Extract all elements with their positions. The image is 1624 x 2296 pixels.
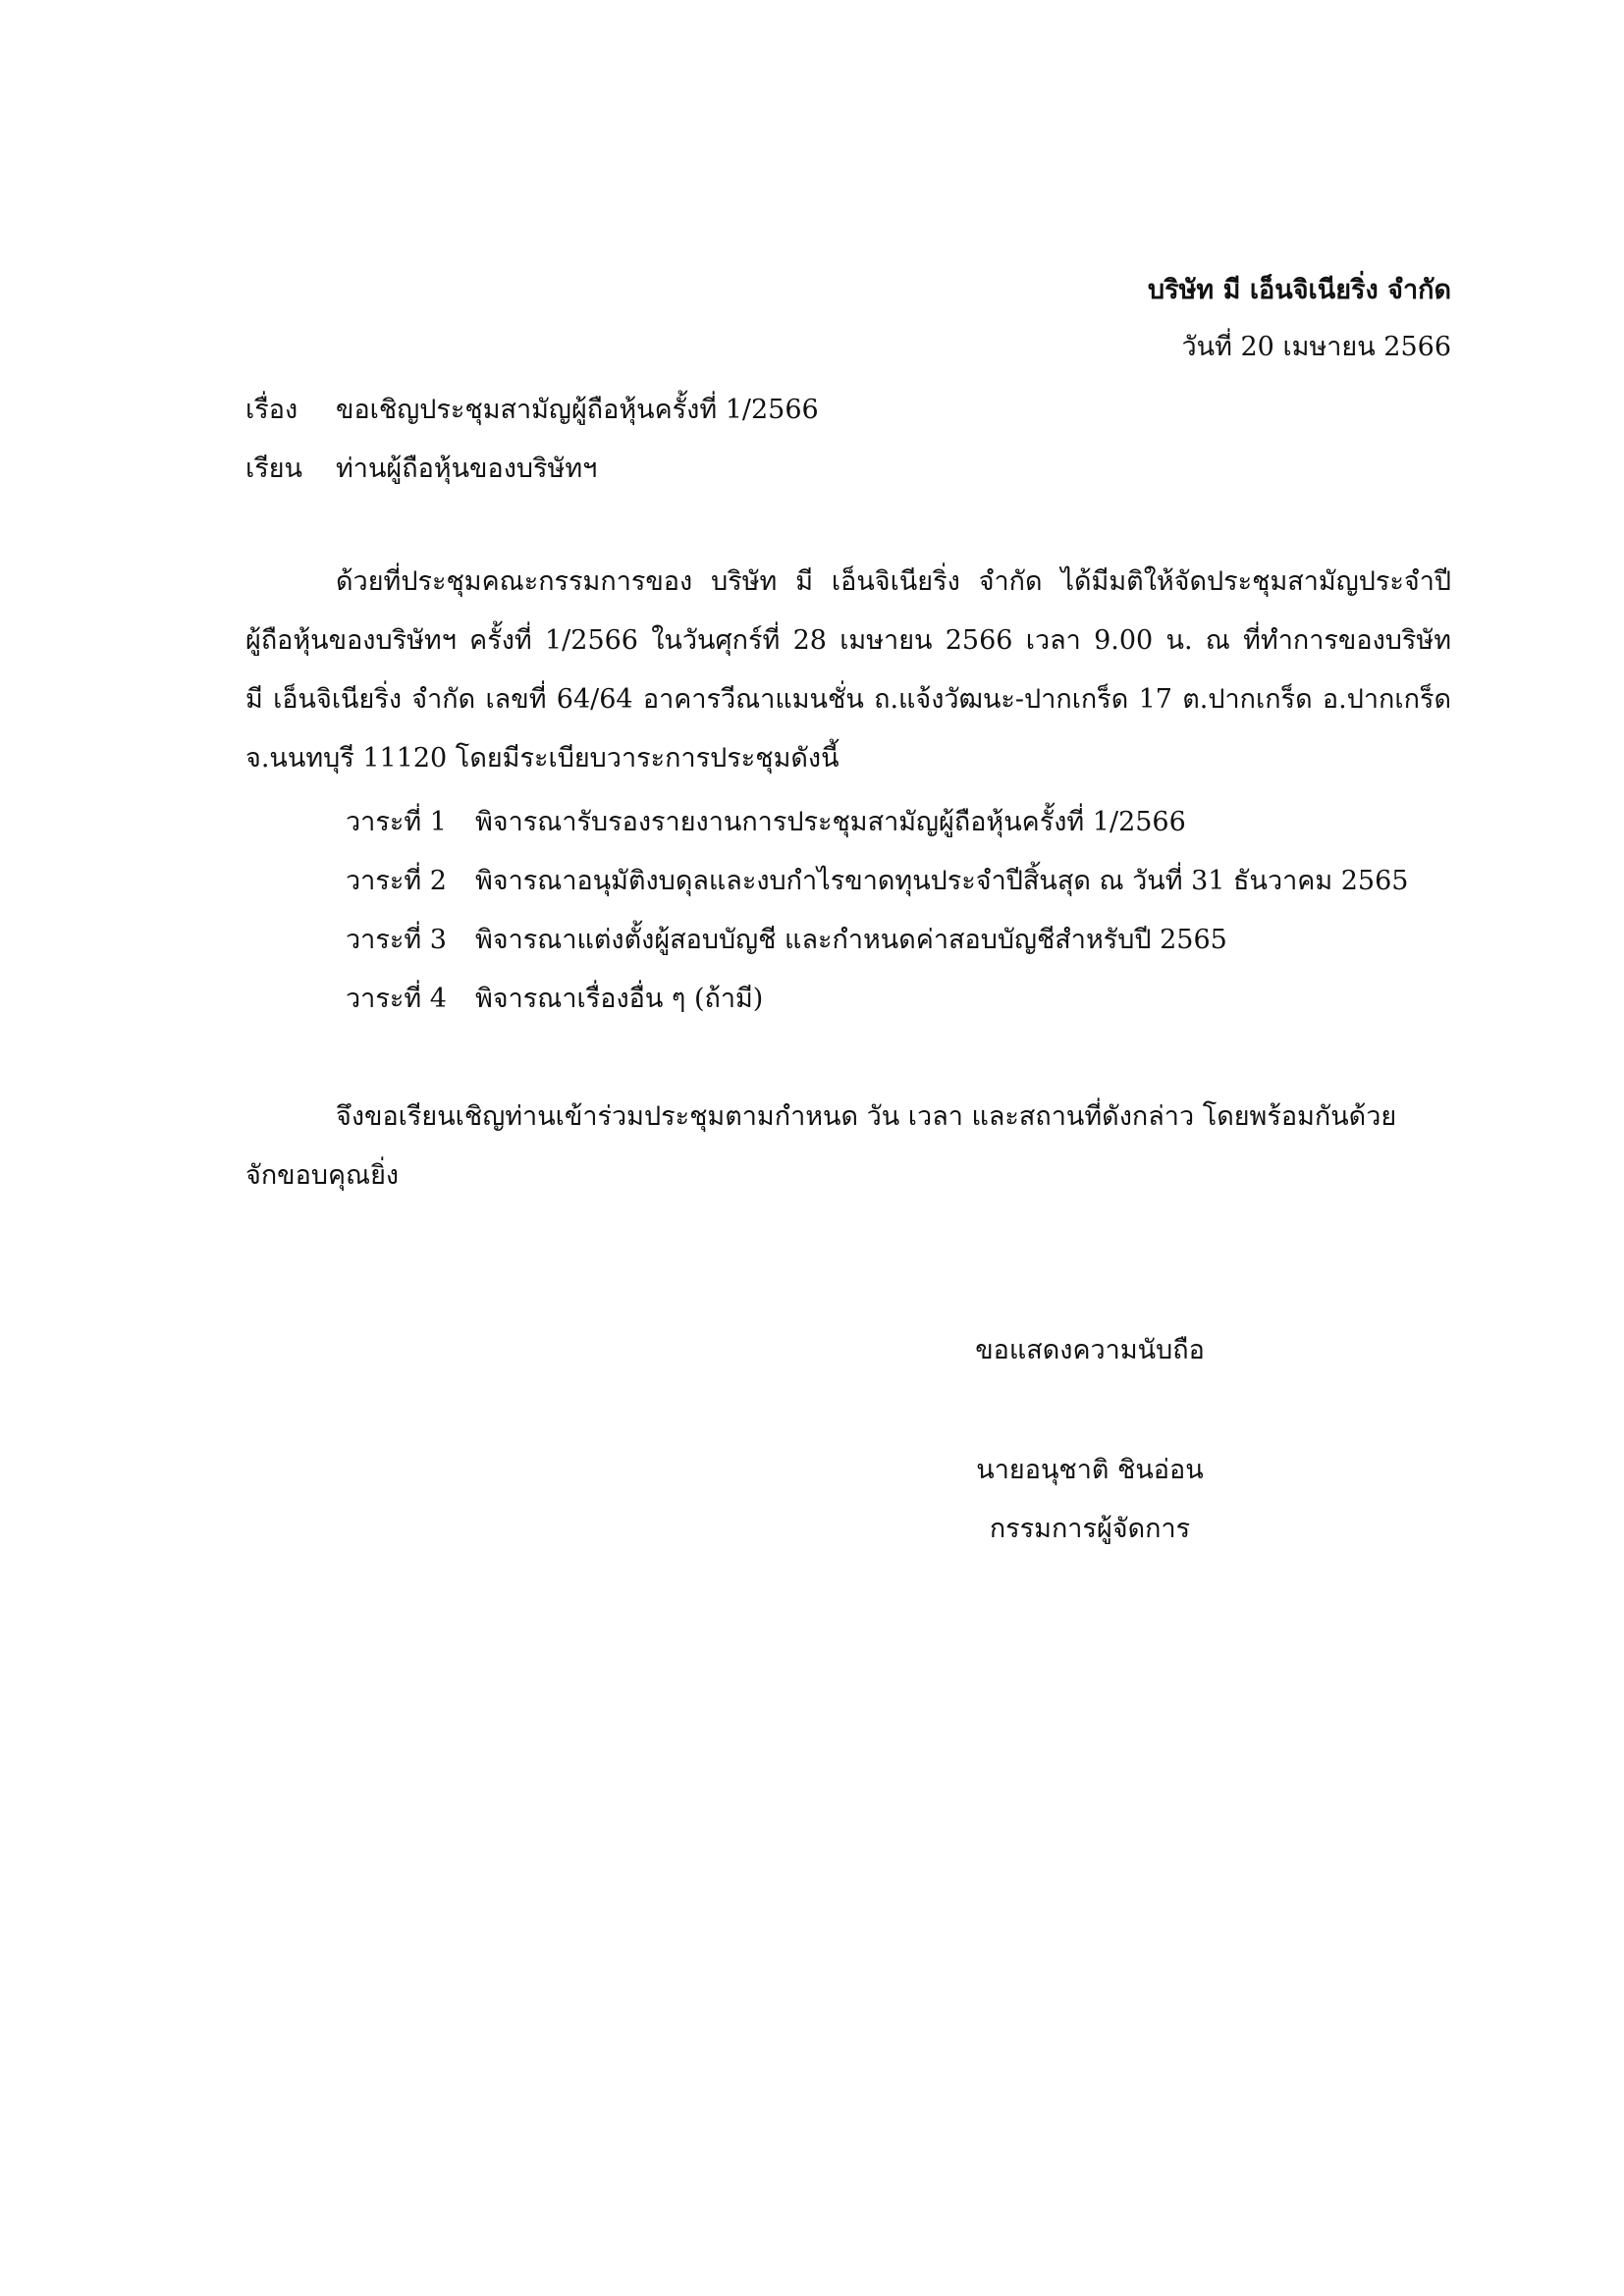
closing-regards: ขอแสดงความนับถือ [975,1335,1205,1365]
agenda-item-text: พิจารณาอนุมัติงบดุลและงบกำไรขาดทุนประจำปีสิ้นสุด ณ วันที่ 31 ธันวาคม 2565 [475,866,1409,896]
agenda-item-text: พิจารณาเรื่องอื่น ๆ (ถ้ามี) [475,984,764,1014]
body-line: มี เอ็นจิเนียริ่ง จำกัด เลขที่ 64/64 อาคารวีณาแมนชั่น ถ.แจ้งวัฒนะ-ปากเกร็ด 17 ต.ปากเกร็ด อ.ปากเกร็ด [245,684,1451,715]
subject-label: เรื่อง [245,395,298,425]
subject-text: ขอเชิญประชุมสามัญผู้ถือหุ้นครั้งที่ 1/2566 [336,395,819,425]
recipient-label: เรียน [245,454,303,484]
agenda-item-text: พิจารณาแต่งตั้งผู้สอบบัญชี และกำหนดค่าสอบบัญชีสำหรับปี 2565 [475,925,1227,955]
company-name: บริษัท มี เอ็นจิเนียริ่ง จำกัด [1147,275,1451,305]
signatory-name: นายอนุชาติ ชินอ่อน [976,1455,1204,1485]
closing-line: จึงขอเรียนเชิญท่านเข้าร่วมประชุมตามกำหนด วัน เวลา และสถานที่ดังกล่าว โดยพร้อมกันด้วย [336,1101,1397,1132]
body-line: ผู้ถือหุ้นของบริษัทฯ ครั้งที่ 1/2566 ในวันศุกร์ที่ 28 เมษายน 2566 เวลา 9.00 น. ณ ที่ทำการของบริษัท [245,625,1451,656]
agenda-item-label: วาระที่ 2 [346,866,447,896]
agenda-item-label: วาระที่ 1 [346,807,447,837]
agenda-item-label: วาระที่ 3 [346,925,447,955]
agenda-item-text: พิจารณารับรองรายงานการประชุมสามัญผู้ถือหุ้นครั้งที่ 1/2566 [475,807,1186,837]
recipient-text: ท่านผู้ถือหุ้นของบริษัทฯ [336,454,598,484]
letter-date: วันที่ 20 เมษายน 2566 [1181,332,1451,362]
signatory-position: กรรมการผู้จัดการ [989,1514,1191,1544]
body-line: จ.นนทบุรี 11120 โดยมีระเบียบวาระการประชุมดังนี้ [245,743,839,774]
agenda-item-label: วาระที่ 4 [346,984,447,1014]
closing-line: จักขอบคุณยิ่ง [245,1160,400,1191]
body-line: ด้วยที่ประชุมคณะกรรมการของ บริษัท มี เอ็นจิเนียริ่ง จำกัด ได้มีมติให้จัดประชุมสามัญประจำปี [336,566,1451,597]
